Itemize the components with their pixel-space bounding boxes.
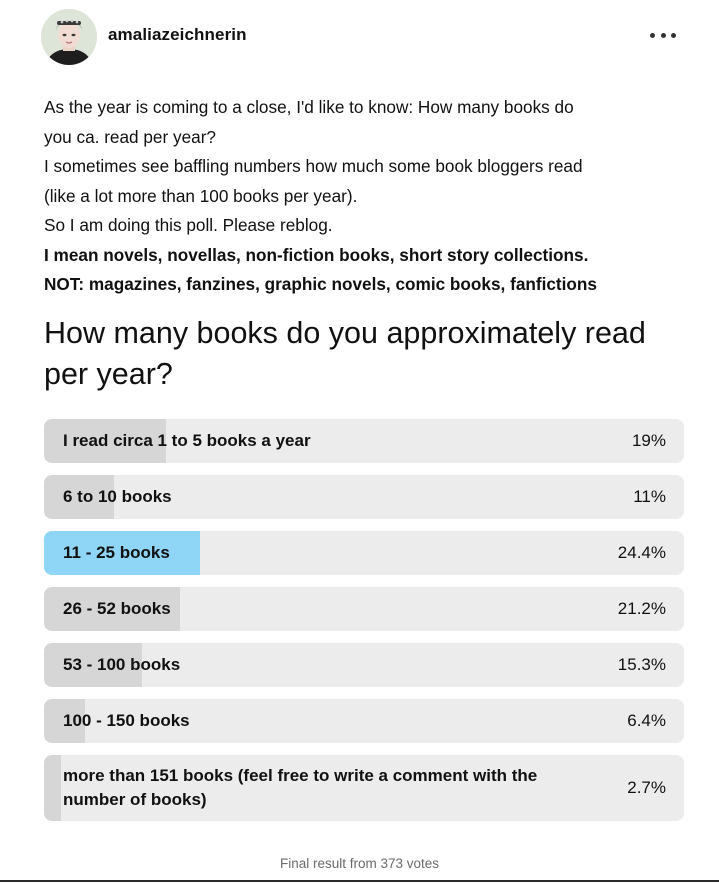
user-avatar-icon [41, 9, 97, 65]
post-body [44, 93, 684, 300]
post-body-line: NOT: magazines, fanzines, graphic novels, comic books, fanfictions [44, 274, 597, 294]
poll-option-bar [44, 755, 61, 821]
post-header [0, 0, 719, 76]
poll-option[interactable] [44, 419, 684, 463]
poll-option-percent: 19% [631, 431, 666, 450]
poll-option-percent: 24.4% [617, 543, 666, 562]
username-link[interactable]: amaliazeichnerin [108, 25, 247, 44]
poll-option-percent: 15.3% [617, 655, 666, 674]
dot [661, 33, 666, 38]
poll-option-percent: 11% [633, 487, 666, 506]
poll-option[interactable] [44, 587, 684, 631]
poll-options [44, 419, 684, 833]
poll-option-label: I read circa 1 to 5 books a year [63, 431, 311, 450]
post-body-line: you ca. read per year? [44, 126, 216, 147]
post-body-line: (like a lot more than 100 books per year). [44, 185, 358, 206]
poll-option-percent: 6.4% [627, 711, 666, 730]
post-body-line: So I am doing this poll. Please reblog. [44, 215, 333, 235]
poll-option[interactable] [44, 475, 684, 519]
poll-option[interactable] [44, 531, 684, 575]
poll-option-percent: 2.7% [627, 778, 666, 797]
dot [650, 33, 655, 38]
avatar[interactable] [41, 9, 97, 65]
poll-footer: Final result from 373 votes [279, 856, 440, 871]
poll-option-label: 100 - 150 books [63, 711, 190, 730]
poll-option-label: 6 to 10 books [63, 487, 172, 506]
dot [671, 33, 676, 38]
poll-option-label: more than 151 books (feel free to write a comment with the number of books) [63, 766, 538, 809]
poll-option-percent: 21.2% [617, 599, 666, 618]
divider [0, 880, 719, 882]
post-body-line: I sometimes see baffling numbers how much some book bloggers read [44, 156, 583, 176]
poll-option-label: 53 - 100 books [63, 655, 181, 674]
more-horizontal-icon[interactable] [648, 22, 678, 48]
poll-question: How many books do you approximately read per year? [44, 316, 646, 391]
poll-option-label: 11 - 25 books [63, 543, 170, 562]
poll-option[interactable] [44, 699, 684, 743]
poll-option-label: 26 - 52 books [63, 599, 171, 618]
post-body-line: I mean novels, novellas, non-fiction books, short story collections. [44, 244, 589, 265]
poll-option[interactable] [44, 755, 684, 821]
post-body-line: As the year is coming to a close, I'd like to know: How many books do [44, 97, 574, 117]
poll-option[interactable] [44, 643, 684, 687]
